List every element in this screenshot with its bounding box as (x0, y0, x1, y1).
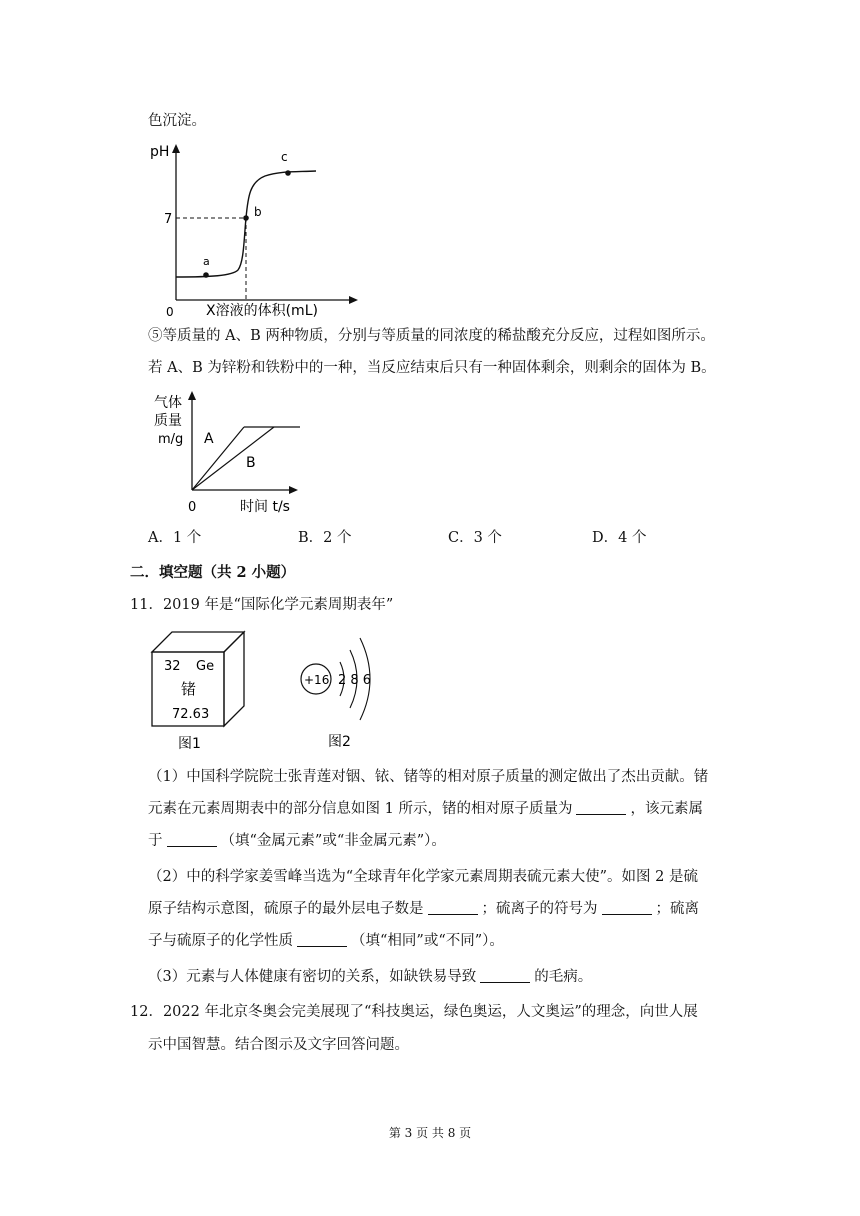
label-b: B (246, 455, 256, 471)
option-d: D．4 个 (592, 530, 647, 546)
option-c: C．3 个 (448, 530, 502, 546)
item5-line2: 若 A、B 为锌粉和铁粉中的一种，当反应结束后只有一种固体剩余，则剩余的固体为 B。 (148, 360, 716, 376)
element-cell-figure (148, 628, 258, 753)
box-top (152, 632, 244, 652)
point-a (203, 272, 209, 278)
answer-blank (428, 899, 478, 915)
option-a: A．1 个 (148, 530, 202, 546)
answer-blank (576, 799, 626, 815)
page-footer: 第 3 页 共 8 页 (388, 1126, 472, 1140)
y-label-2: 质量 (154, 413, 182, 429)
x-axis-arrow (349, 296, 358, 304)
q11-part3: （3）元素与人体健康有密切的关系，如缺铁易导致 的毛病。 (148, 969, 593, 985)
y-axis-label: pH (150, 144, 170, 160)
origin-label: 0 (166, 305, 174, 318)
x-axis-label: 时间 t/s (240, 499, 290, 515)
answer-blank (480, 967, 530, 983)
answer-blank (297, 931, 347, 947)
q11-part1-line2: 元素在元素周期表中的部分信息如图 1 所示，锗的相对原子质量为 ，该元素属 (148, 801, 703, 817)
q11-part1-line1: （1）中国科学院院士张青莲对铟、铱、锗等的相对原子质量的测定做出了杰出贡献。锗 (148, 769, 709, 785)
figure1-caption: 图1 (178, 736, 201, 752)
section-heading: 二．填空题（共 2 小题） (130, 564, 296, 581)
answer-blank (167, 831, 217, 847)
continued-text: 色沉淀。 (148, 113, 206, 129)
answer-blank (602, 899, 652, 915)
figure2-caption: 图2 (328, 734, 351, 750)
atomic-number: 32 (164, 659, 181, 674)
q12-line2: 示中国智慧。结合图示及文字回答问题。 (148, 1037, 409, 1053)
ph-curve-figure (140, 138, 360, 318)
point-b (243, 215, 249, 221)
y-axis-arrow (172, 144, 180, 153)
atomic-mass: 72.63 (172, 707, 210, 722)
y-axis-arrow (188, 391, 196, 400)
q12-line1: 12．2022 年北京冬奥会完美展现了“科技奥运，绿色奥运，人文奥运”的理念，向世人展 (130, 1004, 698, 1020)
x-axis-arrow (289, 486, 298, 494)
nucleus-charge: +16 (304, 673, 330, 687)
label-a: a (203, 255, 210, 268)
gas-mass-figure (148, 385, 308, 520)
item5-line1: ⑤等质量的 A、B 两种物质，分别与等质量的同浓度的稀盐酸充分反应，过程如图所示。 (148, 328, 715, 344)
tick-7: 7 (164, 212, 173, 227)
y-label-3: m/g (158, 432, 184, 447)
atom-structure-figure (292, 622, 392, 752)
point-c (285, 170, 291, 176)
q11-title: 11．2019 年是“国际化学元素周期表年” (130, 597, 394, 613)
label-b: b (254, 205, 262, 219)
option-b: B．2 个 (298, 530, 352, 546)
q11-part2-line1: （2）中的科学家姜雪峰当选为“全球青年化学家元素周期表硫元素大使”。如图 2 是硫 (148, 869, 698, 885)
origin-label: 0 (188, 500, 197, 515)
line-a (192, 427, 244, 490)
element-symbol: Ge (196, 659, 215, 674)
q11-part2-line2: 原子结构示意图，硫原子的最外层电子数是 ；硫离子的符号为 ；硫离 (148, 901, 699, 917)
y-label-1: 气体 (154, 395, 182, 411)
element-name: 锗 (181, 680, 197, 698)
q11-part1-line3: 于 （填“金属元素”或“非金属元素”）。 (148, 833, 446, 849)
box-side (224, 632, 244, 726)
q11-part2-line3: 子与硫原子的化学性质 （填“相同”或“不同”）。 (148, 933, 504, 949)
x-axis-label: X溶液的体积(mL) (206, 303, 318, 318)
label-a: A (204, 431, 214, 447)
electron-counts: 2 8 6 (338, 673, 372, 688)
label-c: c (281, 150, 288, 164)
